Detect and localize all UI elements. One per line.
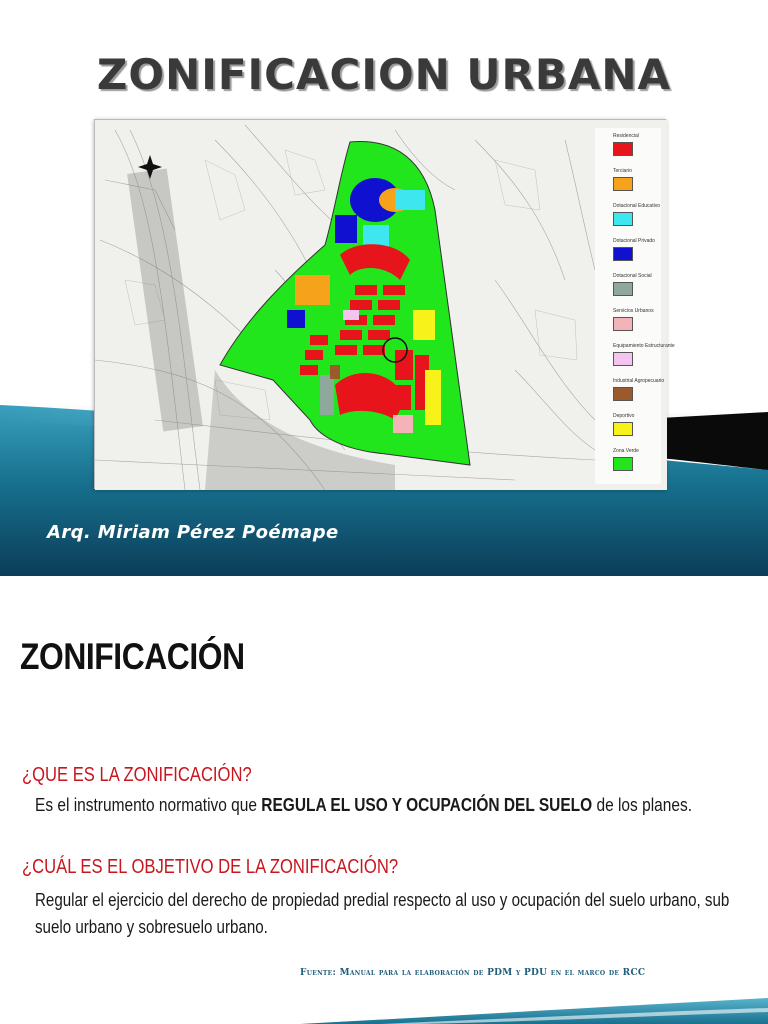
legend-item [605,379,665,414]
legend-item [605,239,665,274]
legend-item [605,204,665,239]
legend-label: Terciario [613,168,632,174]
legend-swatch [613,422,633,436]
legend-swatch [613,317,633,331]
section-title: ZONIFICACIÓN [20,636,245,677]
legend-item [605,449,665,484]
legend-label: Dotacional Educativo [613,203,660,209]
legend-label: Deportivo [613,413,635,419]
legend-swatch [613,457,633,471]
answer-text: Es el instrumento normativo que [35,795,262,815]
legend-label: Dotacional Social [613,273,652,279]
cover-title: ZONIFICACION URBANA [96,50,672,99]
source-citation: Fuente: Manual para la elaboración de PDM y PDU en el marco de RCC [300,968,646,978]
legend-label: Servicios Urbanos [613,308,654,314]
legend-label: Dotacional Privado [613,238,655,244]
author-name: Arq. Miriam Pérez Poémape [47,522,339,543]
answer-what-is [35,795,692,816]
legend-item [605,274,665,309]
bottom-wave-decoration [0,984,768,1024]
slide-definition [0,576,768,1024]
zoning-map [94,119,675,489]
legend-item [605,343,675,379]
legend-item [605,309,665,344]
question-what-is: ¿QUE ES LA ZONIFICACIÓN? [22,764,252,786]
legend-item [605,134,665,169]
legend-swatch [613,387,633,401]
legend-swatch [613,212,633,226]
answer-highlight: REGULA EL USO Y OCUPACIÓN DEL SUELO [261,795,593,815]
legend-label: Equipamiento Estructurante [613,343,675,349]
question-objective: ¿CUÁL ES EL OBJETIVO DE LA ZONIFICACIÓN? [22,856,399,878]
zoning-map-graphic [95,120,675,490]
answer-objective: Regular el ejercicio del derecho de propiedad predial respecto al uso y ocupación del suelo urbano, sub suelo urbano y sobresuelo urbano. [35,890,730,937]
legend-swatch [613,177,633,191]
legend-swatch [613,352,633,366]
legend-list [605,133,675,484]
legend-swatch [613,142,633,156]
legend-label: Industrial Agropecuario [613,378,665,384]
legend-item [605,169,665,204]
answer-text: de los planes. [592,795,692,815]
legend-label: Residencial [613,133,639,139]
legend-swatch [613,247,633,261]
legend-swatch [613,282,633,296]
legend-label: Zona Verde [613,448,639,454]
legend-item [605,414,665,449]
